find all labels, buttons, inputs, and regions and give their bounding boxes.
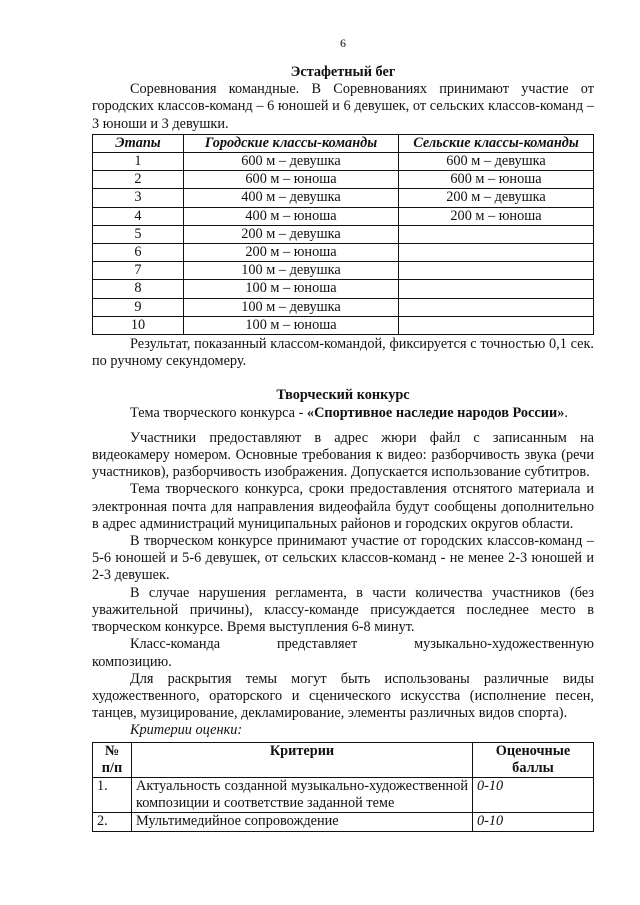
criteria-cell-text: Актуальность созданной музыкально-художественной композиции и соответствие заданной теме <box>132 777 473 812</box>
relay-cell-rural: 200 м – девушка <box>399 189 594 207</box>
relay-cell-city: 200 м – юноша <box>184 244 399 262</box>
criteria-cell-points: 0-10 <box>473 813 594 831</box>
relay-cell-city: 600 м – юноша <box>184 171 399 189</box>
relay-cell-city: 100 м – девушка <box>184 298 399 316</box>
creative-paragraph-5-end: композицию. <box>92 653 172 670</box>
relay-cell-rural <box>399 262 594 280</box>
criteria-cell-num: 1. <box>93 777 132 812</box>
relay-cell-stage: 3 <box>93 189 184 207</box>
criteria-row <box>93 813 594 831</box>
relay-cell-rural: 600 м – девушка <box>399 153 594 171</box>
relay-cell-city: 100 м – девушка <box>184 262 399 280</box>
relay-cell-rural: 600 м – юноша <box>399 171 594 189</box>
relay-row <box>93 171 594 189</box>
relay-cell-stage: 9 <box>93 298 184 316</box>
creative-paragraph-2: Тема творческого конкурса, сроки предоставления отснятого материала и электронная почта для направления видеофайла будут сообщены дополнительно в адрес администраций муниципальных районов и городских округов области. <box>92 481 594 532</box>
relay-row <box>93 225 594 243</box>
relay-cell-rural <box>399 298 594 316</box>
creative-paragraph-4: В случае нарушения регламента, в части количества участников (без уважительной причины), классу-команде присуждается последнее место в творческом конкурсе. Время выступления 6-8 минут. <box>92 584 594 636</box>
creative-theme <box>92 405 594 422</box>
p5-word-2: представляет <box>277 636 358 653</box>
relay-cell-stage: 1 <box>93 153 184 171</box>
creative-paragraph-1: Участники предоставляют в адрес жюри файл с записанным на видеокамеру номером. Основные требования к видео: разборчивость звука (речи участников), разборчивость изображения. Допускается использование субтитров. <box>92 429 594 481</box>
theme-suffix: . <box>564 404 568 421</box>
criteria-cell-points: 0-10 <box>473 777 594 812</box>
relay-row <box>93 244 594 262</box>
relay-cell-city: 600 м – девушка <box>184 153 399 171</box>
p5-word-1: Класс-команда <box>130 636 221 653</box>
criteria-table <box>92 742 594 832</box>
creative-paragraph-6: Для раскрытия темы могут быть использованы различные виды художественного, ораторского и сценического искусства (исполнение песен, танцев, музицирование, декламирование, элементы различных видов спорта). <box>92 670 594 722</box>
criteria-table-header <box>93 742 594 777</box>
relay-cell-stage: 10 <box>93 316 184 334</box>
relay-cell-city: 100 м – юноша <box>184 280 399 298</box>
relay-header-rural: Сельские классы-команды <box>399 134 594 152</box>
criteria-cell-text: Мультимедийное сопровождение <box>132 813 473 831</box>
relay-row <box>93 207 594 225</box>
relay-cell-rural <box>399 280 594 298</box>
relay-cell-stage: 5 <box>93 225 184 243</box>
relay-row <box>93 280 594 298</box>
relay-cell-city: 400 м – девушка <box>184 189 399 207</box>
criteria-cell-num: 2. <box>93 813 132 831</box>
relay-header-stage: Этапы <box>93 134 184 152</box>
creative-paragraph-5-line <box>92 636 594 653</box>
relay-cell-city: 100 м – юноша <box>184 316 399 334</box>
relay-cell-rural <box>399 244 594 262</box>
criteria-header-num: № п/п <box>93 742 132 777</box>
relay-row <box>93 189 594 207</box>
theme-name: «Спортивное наследие народов России» <box>306 404 565 421</box>
relay-cell-stage: 2 <box>93 171 184 189</box>
criteria-row <box>93 777 594 812</box>
relay-cell-rural <box>399 316 594 334</box>
relay-table-header <box>93 134 594 152</box>
relay-cell-stage: 7 <box>93 262 184 280</box>
relay-cell-city: 200 м – девушка <box>184 225 399 243</box>
relay-result: Результат, показанный классом-командой, фиксируется с точностью 0,1 сек. по ручному секундомеру. <box>92 336 594 370</box>
relay-cell-stage: 4 <box>93 207 184 225</box>
relay-cell-stage: 8 <box>93 280 184 298</box>
page-number: 6 <box>340 36 346 50</box>
relay-cell-city: 400 м – юноша <box>184 207 399 225</box>
criteria-header-text: Критерии <box>132 742 473 777</box>
criteria-caption: Критерии оценки: <box>130 722 243 739</box>
theme-prefix: Тема творческого конкурса - <box>130 404 307 421</box>
creative-title: Творческий конкурс <box>276 387 410 404</box>
relay-cell-stage: 6 <box>93 244 184 262</box>
p5-word-3: музыкально-художественную <box>414 636 594 653</box>
relay-row <box>93 298 594 316</box>
relay-row <box>93 153 594 171</box>
creative-paragraph-3: В творческом конкурсе принимают участие от городских классов-команд – 5-6 юношей и 5-6 девушек, от сельских классов-команд - не менее 2-3 юношей и 2-3 девушек. <box>92 533 594 584</box>
relay-title: Эстафетный бег <box>290 64 396 80</box>
relay-header-city: Городские классы-команды <box>184 134 399 152</box>
relay-row <box>93 316 594 334</box>
relay-cell-rural <box>399 225 594 243</box>
relay-cell-rural: 200 м – юноша <box>399 207 594 225</box>
criteria-header-points: Оценочные баллы <box>473 742 594 777</box>
relay-table <box>92 134 594 335</box>
relay-intro: Соревнования командные. В Соревнованиях принимают участие от городских классов-команд – 6 юношей и 6 девушек, от сельских классов-команд – 3 юноши и 3 девушки. <box>92 81 594 132</box>
relay-row <box>93 262 594 280</box>
